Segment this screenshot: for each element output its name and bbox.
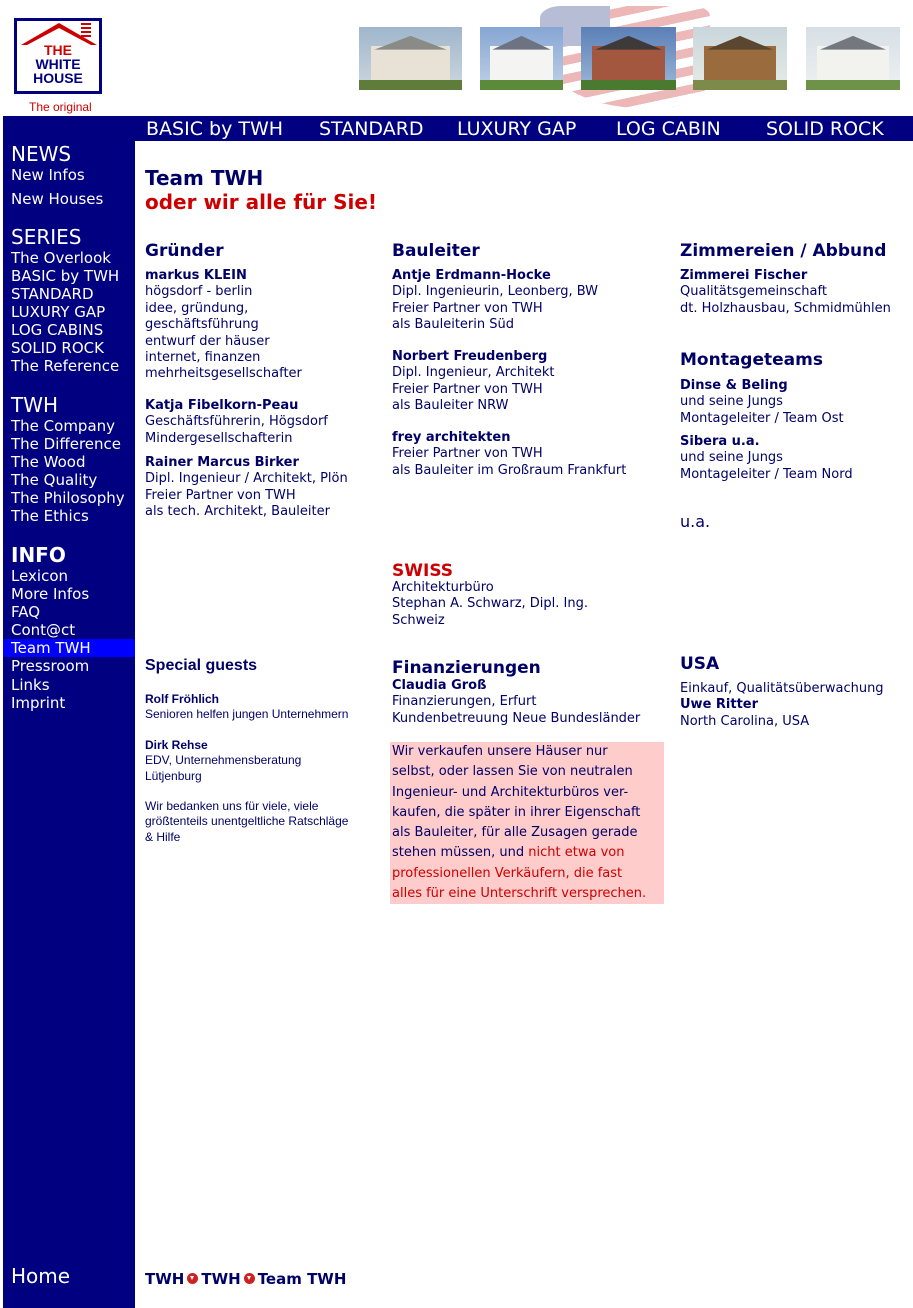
house-photo-3 [581, 27, 676, 90]
topnav-solid-rock[interactable]: SOLID ROCK [766, 118, 884, 140]
arrow-down-circle-icon [187, 1273, 198, 1284]
person-name: Uwe Ritter [680, 697, 759, 713]
sidebar-home-link[interactable]: Home [11, 1264, 71, 1288]
person-antje-erdmann: Antje Erdmann-Hocke Dipl. Ingenieurin, Leonberg, BW Freier Partner von TWH als Bauleiterin Süd [392, 268, 599, 333]
sidebar-item-imprint[interactable]: Imprint [11, 694, 66, 712]
logo-line-3: HOUSE [33, 70, 83, 86]
sidebar-item-basic[interactable]: BASIC by TWH [11, 267, 120, 285]
person-name: Norbert Freudenberg [392, 349, 548, 364]
sidebar-item-log-cabins[interactable]: LOG CABINS [11, 321, 104, 339]
house-photo-2 [480, 27, 563, 90]
heading-special-guests: Special guests [145, 657, 258, 674]
guest-dirk-rehse: Dirk Rehse EDV, Unternehmensberatung Lütjenburg [145, 738, 302, 783]
heading-finanzierungen: Finanzierungen [392, 658, 541, 678]
breadcrumb [145, 1270, 346, 1288]
heading-usa: USA [680, 654, 720, 674]
house-photo-1 [359, 27, 462, 90]
house-photo-5 [806, 27, 900, 90]
person-name: Antje Erdmann-Hocke [392, 268, 551, 283]
guest-rolf-froehlich: Rolf Fröhlich Senioren helfen jungen Unternehmern [145, 692, 349, 722]
heading-zimmereien: Zimmereien / Abbund [680, 241, 887, 261]
top-navigation [135, 116, 913, 141]
sidebar-item-company[interactable]: The Company [11, 417, 116, 435]
logo-line-1: THE [44, 42, 72, 58]
person-sibera: Sibera u.a. und seine Jungs Montageleiter / Team Nord [680, 434, 853, 482]
sidebar-item-reference[interactable]: The Reference [11, 357, 120, 375]
person-name: frey architekten [392, 430, 511, 445]
flag-icon [81, 23, 91, 37]
sidebar-section-series[interactable]: SERIES [11, 225, 82, 249]
breadcrumb-twh-2[interactable]: TWH [201, 1270, 241, 1288]
person-rainer-birker: Rainer Marcus Birker Dipl. Ingenieur / Architekt, Plön Freier Partner von TWH als tech. Architekt, Bauleiter [145, 455, 348, 520]
topnav-log-cabin[interactable]: LOG CABIN [616, 118, 721, 140]
topnav-standard[interactable]: STANDARD [319, 118, 424, 140]
sidebar-section-info[interactable]: INFO [11, 543, 66, 567]
sidebar-item-team-twh[interactable]: Team TWH [3, 639, 135, 657]
sidebar-item-overlook[interactable]: The Overlook [11, 249, 111, 267]
person-frey-architekten: frey architekten Freier Partner von TWH als Bauleiter im Großraum Frankfurt [392, 430, 627, 478]
person-name: Dinse & Beling [680, 378, 788, 393]
sidebar-item-ethics[interactable]: The Ethics [11, 507, 89, 525]
sidebar-item-new-houses[interactable]: New Houses [11, 190, 104, 208]
sidebar-item-standard[interactable]: STANDARD [11, 285, 94, 303]
topnav-basic[interactable]: BASIC by TWH [146, 118, 284, 140]
sidebar-item-contact[interactable]: Cont@ct [11, 621, 76, 639]
topnav-luxury-gap[interactable]: LUXURY GAP [457, 118, 577, 140]
page-subtitle: oder wir alle für Sie! [145, 190, 378, 214]
heading-montageteams: Montageteams [680, 350, 823, 370]
arrow-down-circle-icon [244, 1273, 255, 1284]
usa-details: Einkauf, Qualitätsüberwachung Uwe Ritter North Carolina, USA [680, 681, 884, 729]
sidebar-item-more-infos[interactable]: More Infos [11, 585, 90, 603]
person-markus-klein: markus KLEIN högsdorf - berlin idee, gründung, geschäftsführung entwurf der häuser internet, finanzen mehrheitsgesellschafter [145, 268, 302, 382]
sidebar-section-news[interactable]: NEWS [11, 142, 72, 166]
sidebar-item-wood[interactable]: The Wood [11, 453, 86, 471]
sidebar-item-links[interactable]: Links [11, 676, 50, 694]
sidebar-item-quality[interactable]: The Quality [11, 471, 98, 489]
person-name: Claudia Groß [392, 678, 487, 693]
logo-tagline: The original [29, 100, 92, 114]
person-name: markus KLEIN [145, 268, 247, 283]
person-name: Rolf Fröhlich [145, 692, 219, 706]
swiss-details: Architekturbüro Stephan A. Schwarz, Dipl. Ing. Schweiz [392, 580, 588, 628]
person-name: Zimmerei Fischer [680, 268, 808, 283]
person-name: Rainer Marcus Birker [145, 455, 299, 470]
site-logo[interactable] [14, 18, 102, 94]
sidebar-section-twh[interactable]: TWH [11, 393, 59, 417]
page-title: Team TWH [145, 166, 264, 190]
person-claudia-gross: Claudia Groß Finanzierungen, Erfurt Kundenbetreuung Neue Bundesländer [392, 678, 641, 726]
house-photo-4 [693, 27, 787, 90]
sidebar-item-lexicon[interactable]: Lexicon [11, 567, 69, 585]
sales-policy-box: Wir verkaufen unsere Häuser nur selbst, oder lassen Sie von neutralen Ingenieur- und Architekturbüros ver- kaufen, die später in ihrer Eigenschaft als Bauleiter, für alle Zusagen gerade stehen müssen, und nicht etwa von professionellen Verkäufern, die fast alles für eine Unterschrift versprechen. [390, 742, 664, 904]
sidebar-item-new-infos[interactable]: New Infos [11, 166, 85, 184]
breadcrumb-team-twh[interactable]: Team TWH [257, 1270, 347, 1288]
logo-line-2: WHITE [35, 56, 81, 72]
guests-thanks: Wir bedanken uns für viele, viele größtenteils unentgeltliche Ratschläge & Hilfe [145, 799, 349, 844]
sidebar-item-faq[interactable]: FAQ [11, 603, 41, 621]
person-name: Sibera u.a. [680, 434, 760, 449]
person-dinse-beling: Dinse & Beling und seine Jungs Montageleiter / Team Ost [680, 378, 844, 426]
heading-swiss: SWISS [392, 561, 454, 581]
sidebar-item-luxury-gap[interactable]: LUXURY GAP [11, 303, 106, 321]
sidebar-item-philosophy[interactable]: The Philosophy [11, 489, 125, 507]
montageteams-ua: u.a. [680, 512, 711, 531]
heading-bauleiter: Bauleiter [392, 241, 480, 261]
person-norbert-freudenberg: Norbert Freudenberg Dipl. Ingenieur, Architekt Freier Partner von TWH als Bauleiter NRW [392, 349, 555, 414]
sidebar [3, 116, 135, 1308]
heading-gruender: Gründer [145, 241, 224, 261]
person-name: Dirk Rehse [145, 738, 208, 752]
person-zimmerei-fischer: Zimmerei Fischer Qualitätsgemeinschaft dt. Holzhausbau, Schmidmühlen [680, 268, 891, 316]
breadcrumb-twh-1[interactable]: TWH [145, 1270, 185, 1288]
person-name: Katja Fibelkorn-Peau [145, 398, 299, 413]
person-katja-fibelkorn: Katja Fibelkorn-Peau Geschäftsführerin, Högsdorf Mindergesellschafterin [145, 398, 328, 446]
sidebar-item-solid-rock[interactable]: SOLID ROCK [11, 339, 104, 357]
sidebar-item-pressroom[interactable]: Pressroom [11, 657, 90, 675]
sidebar-item-difference[interactable]: The Difference [11, 435, 121, 453]
